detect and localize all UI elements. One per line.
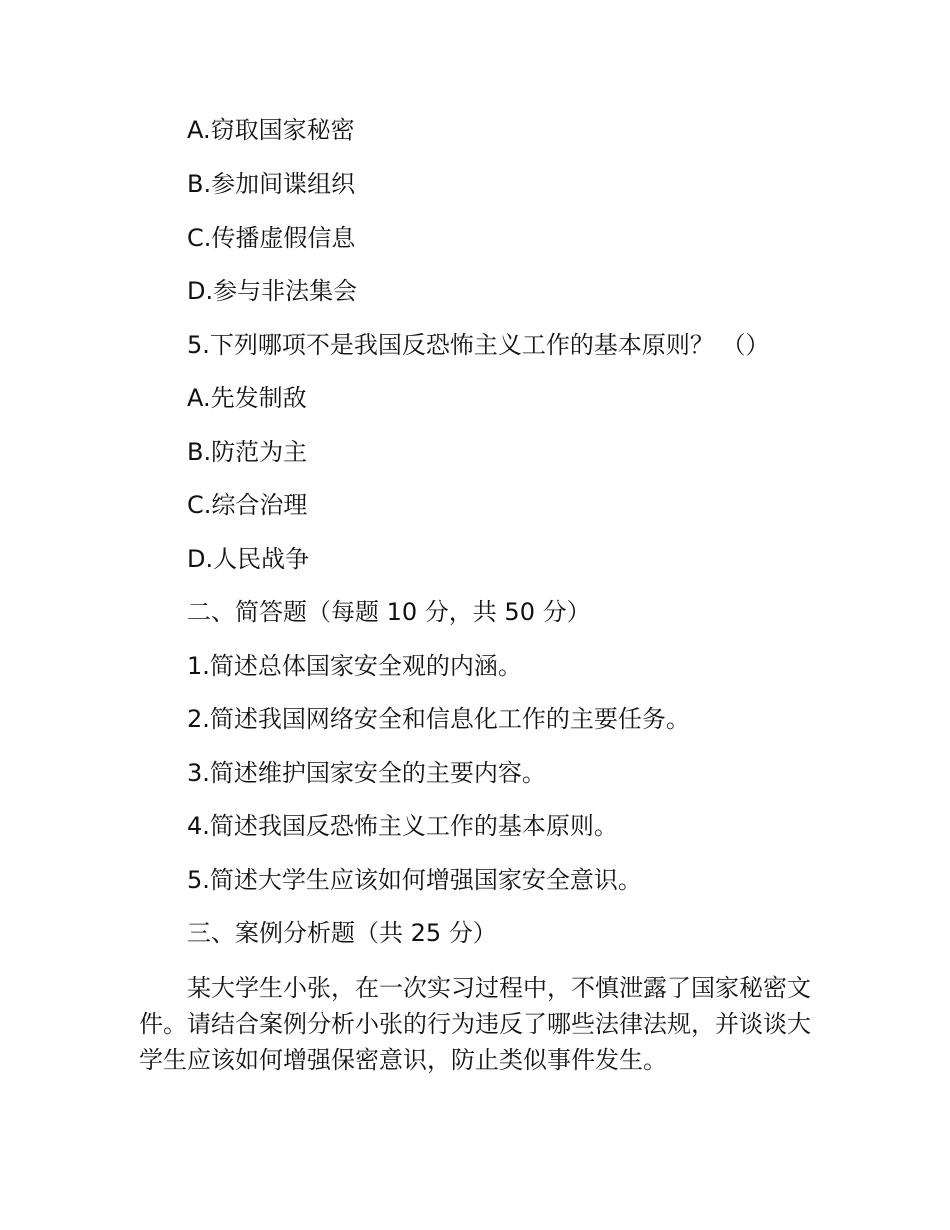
q4-option-b: B.参加间谍组织 xyxy=(187,170,356,198)
section2-question-3: 3.简述维护国家安全的主要内容。 xyxy=(187,759,546,787)
q5-option-c: C.综合治理 xyxy=(187,491,308,519)
q5-option-b: B.防范为主 xyxy=(187,438,308,466)
section3-heading: 三、案例分析题（共 25 分） xyxy=(187,919,497,947)
q5-option-d: D.人民战争 xyxy=(187,545,310,573)
section2-question-5: 5.简述大学生应该如何增强国家安全意识。 xyxy=(187,866,642,894)
section2-question-2: 2.简述我国网络安全和信息化工作的主要任务。 xyxy=(187,705,690,733)
section2-question-4: 4.简述我国反恐怖主义工作的基本原则。 xyxy=(187,812,618,840)
section2-question-1: 1.简述总体国家安全观的内涵。 xyxy=(187,652,522,680)
q5-question: 5.下列哪项不是我国反恐怖主义工作的基本原则？ （） xyxy=(187,331,770,359)
case-paragraph: 某大学生小张，在一次实习过程中，不慎泄露了国家秘密文件。请结合案例分析小张的行为违反了哪些法律法规，并谈谈大学生应该如何增强保密意识，防止类似事件发生。 xyxy=(139,974,811,1074)
q4-option-d: D.参与非法集会 xyxy=(187,277,358,305)
q4-option-a: A.窃取国家秘密 xyxy=(187,116,355,144)
section2-heading: 二、简答题（每题 10 分，共 50 分） xyxy=(187,598,591,626)
q4-option-c: C.传播虚假信息 xyxy=(187,224,356,252)
q5-option-a: A.先发制敌 xyxy=(187,384,307,412)
